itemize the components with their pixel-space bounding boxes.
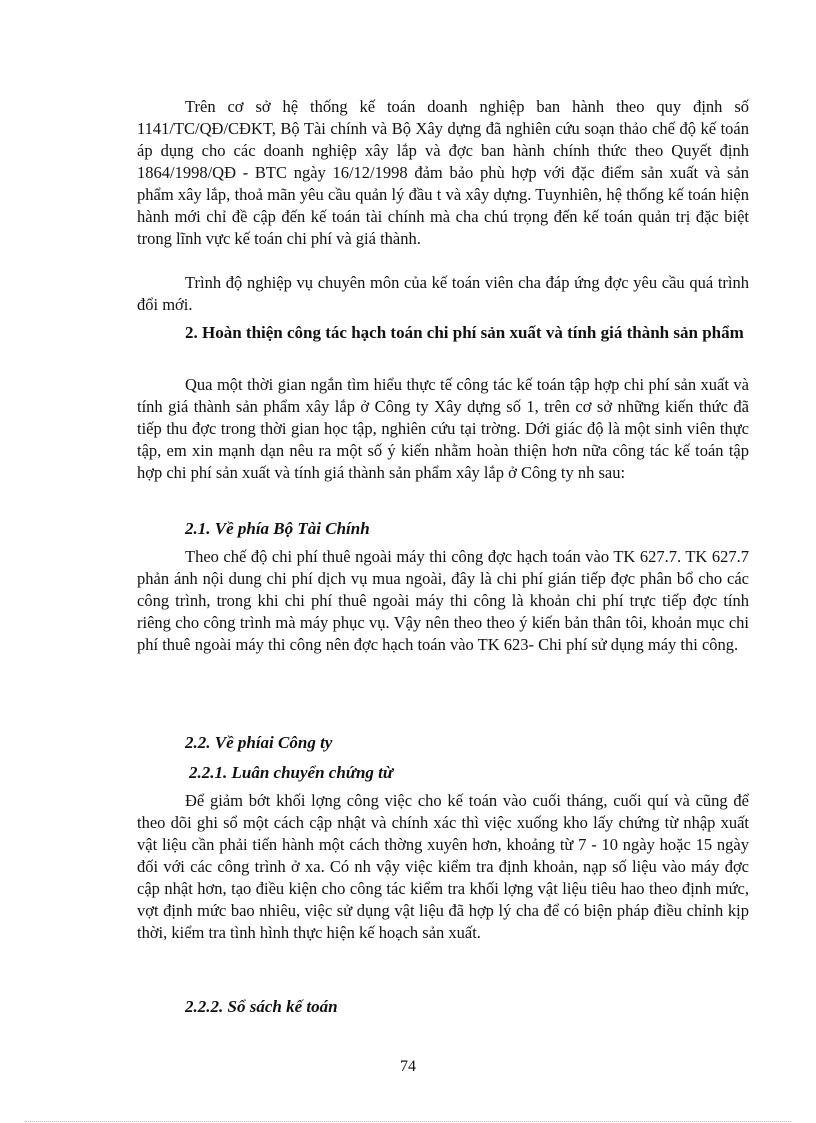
subsection-heading-2-1: 2.1. Về phía Bộ Tài Chính	[185, 519, 370, 538]
paragraph-intro: Trên cơ sở hệ thống kế toán doanh nghiệp ban hành theo quy định số 1141/TC/QĐ/CĐKT, Bộ Tài chính và Bộ Xây dựng đã nghiên cứu soạn thảo chế độ kế toán áp dụng cho các doanh nghiệp xây lắp và đợc ban hành chính thức theo Quyết định 1864/1998/QĐ - BTC ngày 16/12/1998 đảm bảo phù hợp với đặc điểm sản xuất và sản phẩm xây lắp, thoả mãn yêu cầu quản lý đầu t và xây dựng. Tuynhiên, hệ thống kế toán hiện hành mới chỉ đề cập đến kế toán tài chính mà cha chú trọng đến kế toán quản trị đặc biệt trong lĩnh vực kế toán chi phí và giá thành.	[137, 97, 749, 248]
paragraph-machine-rental: Theo chế độ chi phí thuê ngoài máy thi công đợc hạch toán vào TK 627.7. TK 627.7 phản ánh nội dung chi phí dịch vụ mua ngoài, đây là chi phí gián tiếp đợc phân bổ cho các công trình, trong khi chi phí thuê ngoài máy thi công là khoản chi phí trực tiếp đợc tính riêng cho công trình mà máy phục vụ. Vậy nên theo theo ý kiến bản thân tôi, khoản mục chi phí thuê ngoài máy thi công nên đợc hạch toán vào TK 623- Chi phí sử dụng máy thi công.	[137, 547, 749, 654]
page-number: 74	[400, 1058, 416, 1075]
subsection-heading-2-2: 2.2. Về phíai Công ty	[185, 733, 333, 752]
subsection-heading-2-2-1: 2.2.1. Luân chuyển chứng từ	[189, 763, 394, 782]
section-heading-2: 2. Hoàn thiện công tác hạch toán chi phí sản xuất và tính giá thành sản phẩm	[185, 323, 744, 342]
paragraph-document-flow: Để giảm bớt khối lợng công việc cho kế toán vào cuối tháng, cuối quí và cũng để theo dõi ghi sổ một cách cập nhật và chính xác thì việc xuống kho lấy chứng từ nhập xuất vật liệu cần phải tiến hành một cách thờng xuyên hơn, khoảng từ 7 - 10 ngày hoặc 15 ngày đối với các công trình ở xa. Có nh vậy việc kiểm tra định khoản, nạp số liệu vào máy đợc cập nhật hơn, tạo điều kiện cho công tác kiểm tra khối lợng vật liệu tiêu hao theo định mức, vợt định mức bao nhiêu, việc sử dụng vật liệu đã hợp lý cha để có biện pháp điều chỉnh kịp thời, kiểm tra tình hình thực hiện kế hoạch sản xuất.	[137, 791, 749, 942]
paragraph-staff-skills: Trình độ nghiệp vụ chuyên môn của kế toán viên cha đáp ứng đợc yêu cầu quá trình đổi mới.	[137, 273, 749, 314]
paragraph-observation: Qua một thời gian ngắn tìm hiểu thực tế công tác kế toán tập hợp chi phí sản xuất và tính giá thành sản phẩm xây lắp ở Công ty Xây dựng số 1, trên cơ sở những kiến thức đã tiếp thu đợc trong thời gian học tập, nghiên cứu tại trờng. Dới giác độ là một sinh viên thực tập, em xin mạnh dạn nêu ra một số ý kiến nhằm hoàn thiện hơn nữa công tác kế toán tập hợp chi phí sản xuất và tính giá thành sản phẩm xây lắp ở Công ty nh sau:	[137, 375, 749, 482]
page-bottom-divider	[25, 1121, 791, 1122]
subsection-heading-2-2-2: 2.2.2. Sổ sách kế toán	[185, 997, 338, 1016]
